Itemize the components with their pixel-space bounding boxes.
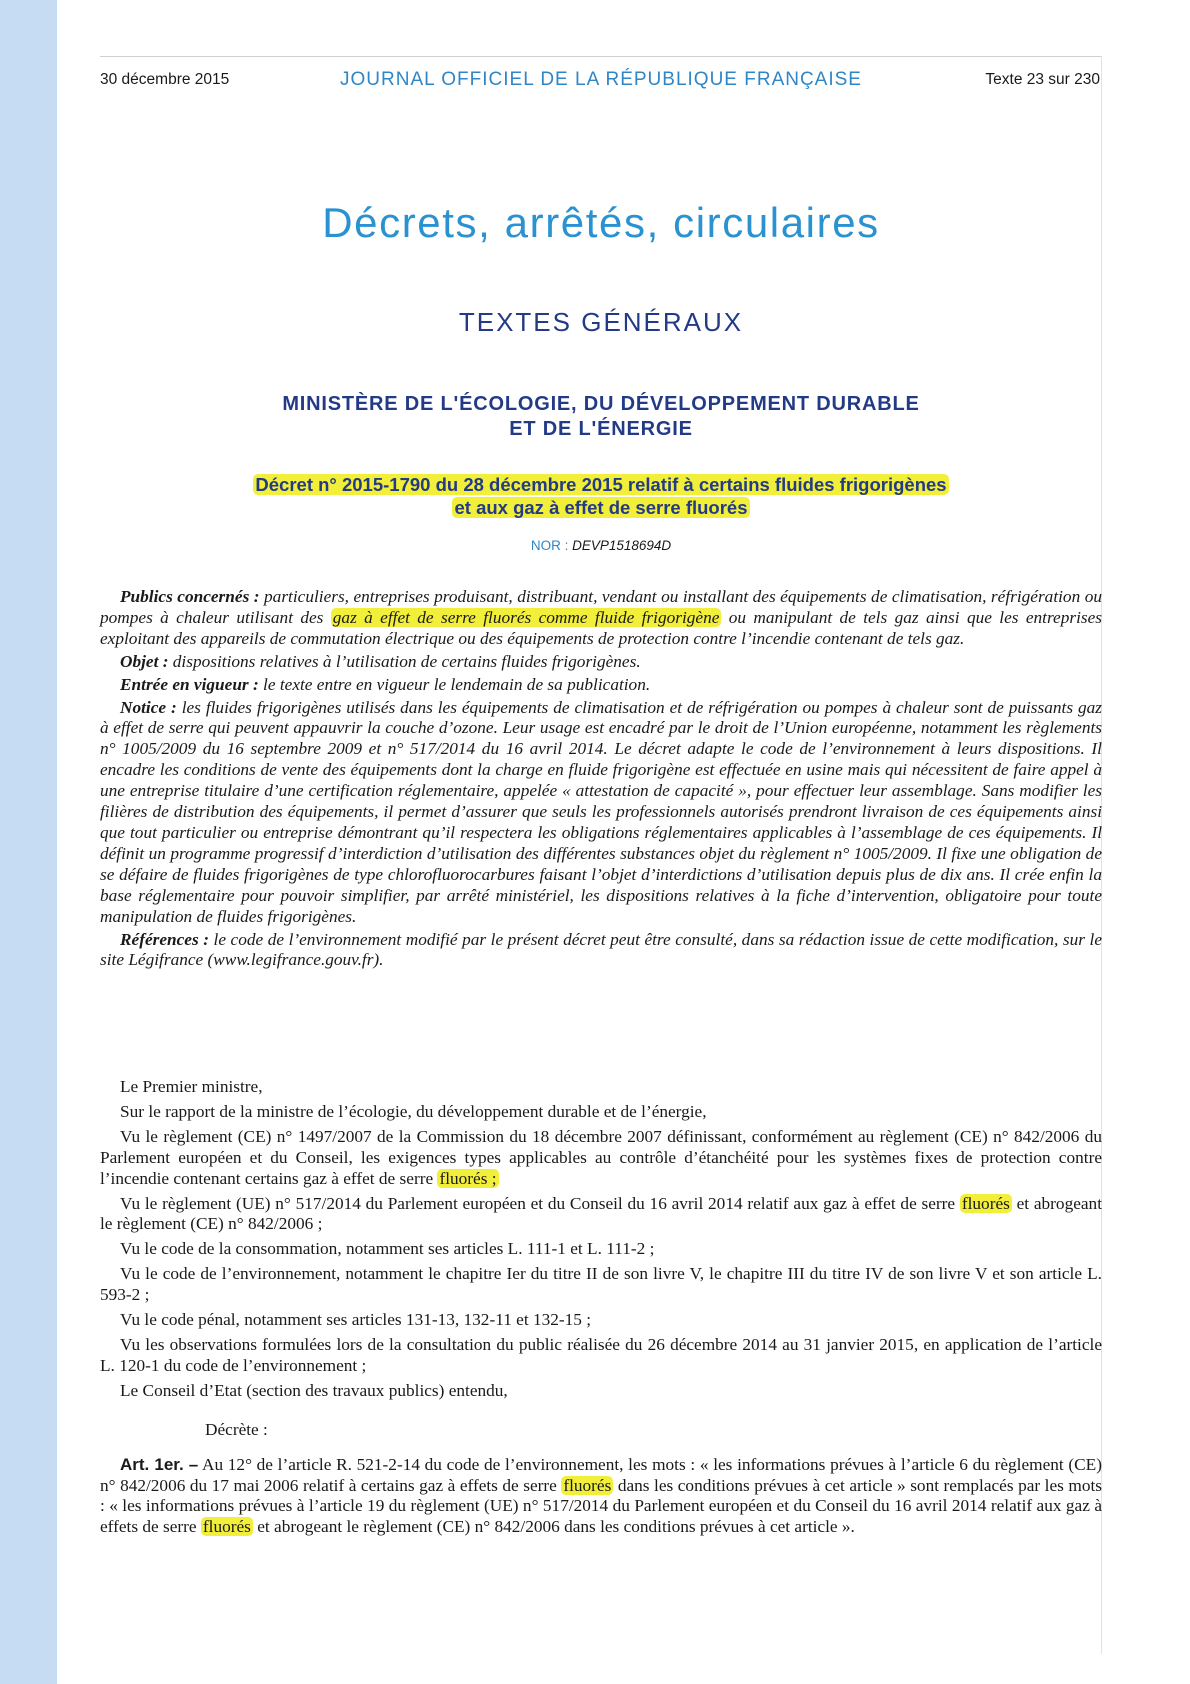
publics-paragraph bbox=[100, 587, 1102, 650]
notice-label: Notice : bbox=[120, 697, 177, 717]
visa-2-text: Vu le règlement (UE) n° 517/2014 du Parlement européen et du Conseil du 16 avril 2014 relatif aux gaz à effet de serre bbox=[120, 1193, 960, 1213]
visa-4: Vu le code de l’environnement, notamment le chapitre Ier du titre II de son livre V, le chapitre III du titre IV de son livre V et son article L. 593-2 ; bbox=[100, 1264, 1102, 1305]
highlight-fluores-3: fluorés bbox=[563, 1475, 612, 1495]
conseil-etat: Le Conseil d’Etat (section des travaux publics) entendu, bbox=[120, 1380, 508, 1400]
entree-label: Entrée en vigueur : bbox=[120, 674, 259, 694]
article-1 bbox=[100, 1455, 1102, 1539]
visa-1-text: Vu le règlement (CE) n° 1497/2007 de la Commission du 18 décembre 2007 définissant, conformément au règlement (CE) n° 842/2006 du Parlement européen et du Conseil, les exigences types applicables au contrôle d’étanchéité pour les systèmes fixes de protection contre l’incendie contenant certains gaz à effet de serre bbox=[100, 1126, 1102, 1188]
article-1-text: Au 12° de l’article R. 521-2-14 du code de l’environnement, les mots : « les informations prévues à l’article 6 du règlement (CE) n° 842/2006 du 17 mai 2006 relatif à certains gaz à effets de serre bbox=[100, 1454, 1102, 1495]
highlight-fluores-2: fluorés bbox=[961, 1193, 1010, 1213]
article-1-text-3: et abrogeant le règlement (CE) n° 842/2006 dans les conditions prévues à cet article ». bbox=[252, 1517, 855, 1537]
article-1-text-2: dans les conditions prévues à cet article » sont remplacés par les mots : « les informations prévues à l’article 19 du règlement (UE) n° 517/2014 du Parlement européen et du Conseil du 16 avril 2014 relatif aux gaz à effets de serre bbox=[100, 1475, 1102, 1537]
header-rule bbox=[100, 56, 1102, 57]
sub-title: TEXTES GÉNÉRAUX bbox=[458, 307, 744, 337]
objet-text: dispositions relatives à l’utilisation de certains fluides frigorigènes. bbox=[168, 651, 641, 671]
journal-name: JOURNAL OFFICIEL DE LA RÉPUBLIQUE FRANÇAISE bbox=[340, 69, 862, 90]
ministry-name bbox=[100, 392, 1102, 442]
decree-body bbox=[100, 1077, 1102, 1542]
section-title: Décrets, arrêtés, circulaires bbox=[322, 199, 880, 246]
page bbox=[100, 56, 1102, 1666]
publics-text-end: ou manipulant de tels gaz ainsi que les entreprises exploitant des appareils de commutation électrique ou des équipements de protection contre l’incendie contenant de tels gaz. bbox=[100, 607, 1102, 648]
decree-title bbox=[100, 473, 1102, 519]
decree-title-line-2: et aux gaz à effet de serre fluorés bbox=[454, 497, 748, 518]
references-text: le code de l’environnement modifié par le présent décret peut être consulté, dans sa rédaction issue de cette modification, sur le site Légifrance (www.legifrance.gouv.fr). bbox=[100, 929, 1102, 970]
highlight-fluores-4: fluorés bbox=[202, 1517, 251, 1537]
visa-6: Vu les observations formulées lors de la consultation du public réalisée du 26 décembre 2014 au 31 janvier 2015, en application de l’article L. 120-1 du code de l’environnement ; bbox=[100, 1334, 1102, 1375]
entree-paragraph bbox=[100, 675, 1102, 696]
highlight-publics: gaz à effet de serre fluorés comme fluide frigorigène bbox=[332, 607, 720, 627]
visa-3: Vu le code de la consommation, notamment ses articles L. 111-1 et L. 111-2 ; bbox=[120, 1239, 655, 1259]
publics-label: Publics concernés : bbox=[120, 587, 260, 606]
references-paragraph bbox=[100, 930, 1102, 972]
notice-paragraph bbox=[100, 698, 1102, 928]
references-label: Références : bbox=[120, 929, 209, 949]
visa-2-text-end: et abrogeant le règlement (CE) n° 842/2006 ; bbox=[100, 1193, 1103, 1234]
decrete-heading: Décrète : bbox=[205, 1419, 268, 1439]
premier-ministre: Le Premier ministre, bbox=[120, 1077, 263, 1096]
objet-paragraph bbox=[100, 652, 1102, 673]
article-1-label: Art. 1er. – bbox=[120, 1454, 199, 1474]
decree-title-line-1: Décret n° 2015-1790 du 28 décembre 2015 relatif à certains fluides frigorigènes bbox=[255, 474, 947, 495]
ministry-line-2: ET DE L'ÉNERGIE bbox=[509, 418, 693, 440]
nor-reference bbox=[100, 538, 1102, 553]
nor-code: DEVP1518694D bbox=[572, 538, 672, 553]
header-date: 30 décembre 2015 bbox=[100, 71, 230, 88]
side-color-band bbox=[0, 0, 57, 1684]
visa-5: Vu le code pénal, notamment ses articles 131-13, 132-11 et 132-15 ; bbox=[120, 1310, 592, 1330]
publics-text: particuliers, entreprises produisant, distribuant, vendant ou installant des équipements de climatisation, réfrigération ou pompes à chaleur utilisant des bbox=[100, 587, 1102, 627]
notice-text: les fluides frigorigènes utilisés dans les équipements de climatisation et de réfrigération ou pompes à chaleur sont de puissants gaz à effet de serre qui peuvent appauvrir la couche d’ozone. Leur usage est encadré par le droit de l’Union européenne, notamment les règlements n° 1005/2009 du 16 septembre 2009 et n° 517/2014 du 16 avril 2014. Le décret adapte le code de l’environnement à leurs dispositions. Il encadre les conditions de vente des équipements dont la charge en fluide frigorigène est effectuée en usine mais qui nécessitent de faire appel à une entreprise titulaire d’une certification réglementaire, appelée « attestation de capacité », pour effectuer leur assemblage. Sans modifier les filières de distribution des équipements, il permet d’assurer que seuls les professionnels autorisés prendront livraison de ces équipements ainsi que tout particulier ou entreprise démontrant qu’il respectera les obligations réglementaires applicables à l’assemblage de ces équipements. Il définit un programme progressif d’interdiction d’utilisation des différentes substances objet du règlement n° 1005/2009. Il fixe une obligation de se défaire de fluides frigorigènes de type chlorofluorocarbures faisant l’objet d’interdictions d’utilisation depuis plus de dix ans. Il crée enfin la base réglementaire pour pouvoir simplifier, par arrêté ministériel, les dispositions relatives à la fiche d’intervention, obligatoire pour toute manipulation de fluides frigorigènes. bbox=[100, 697, 1103, 926]
nor-label: NOR : bbox=[530, 538, 573, 553]
ministry-line-1: MINISTÈRE DE L'ÉCOLOGIE, DU DÉVELOPPEMENT DURABLE bbox=[282, 393, 920, 415]
visa-2 bbox=[100, 1194, 1102, 1236]
text-number: Texte 23 sur 230 bbox=[985, 71, 1100, 88]
entree-text: le texte entre en vigueur le lendemain de sa publication. bbox=[258, 674, 651, 694]
objet-label: Objet : bbox=[120, 651, 169, 671]
visa-1 bbox=[100, 1127, 1102, 1190]
rapport: Sur le rapport de la ministre de l’écologie, du développement durable et de l’énergie, bbox=[120, 1101, 707, 1121]
summary-block bbox=[100, 587, 1102, 973]
highlight-fluores-1: fluorés ; bbox=[439, 1168, 497, 1188]
running-header bbox=[100, 69, 1102, 93]
